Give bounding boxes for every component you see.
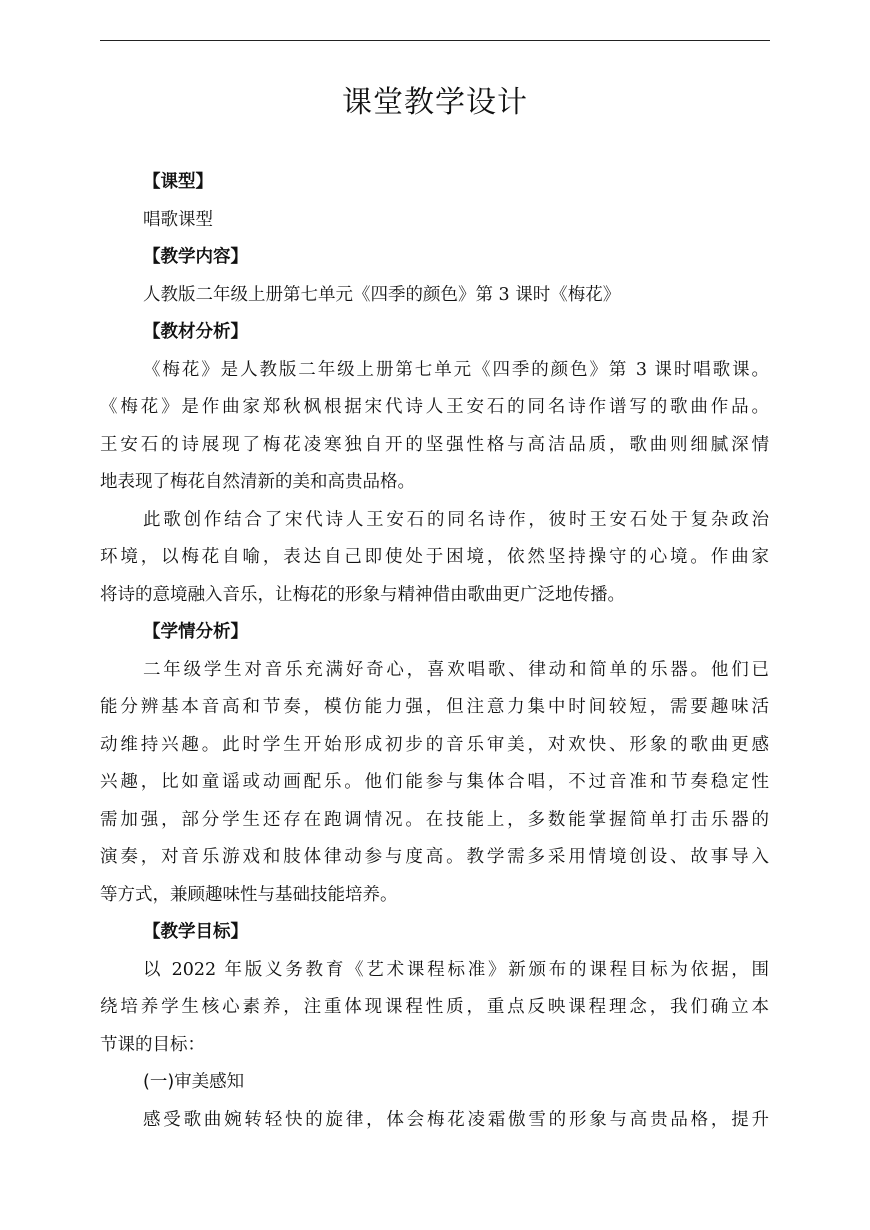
section-heading-content: 【教学内容】 <box>143 247 248 267</box>
learners-p1-line: 兴趣，比如童谣或动画配乐。他们能参与集体合唱，不过音准和节奏稳定性 <box>100 772 769 792</box>
content-text: 人教版二年级上册第七单元《四季的颜色》第 3 课时《梅花》 <box>143 284 621 305</box>
section-heading-goals: 【教学目标】 <box>143 922 248 942</box>
learners-p1-line: 二年级学生对音乐充满好奇心，喜欢唱歌、律动和简单的乐器。他们已 <box>143 659 769 680</box>
analysis-p2-line: 环境，以梅花自喻，表达自己即使处于困境，依然坚持操守的心境。作曲家 <box>100 547 769 567</box>
page-title: 课堂教学设计 <box>342 85 528 120</box>
learners-p1-line: 能分辨基本音高和节奏，模仿能力强，但注意力集中时间较短，需要趣味活 <box>100 697 769 717</box>
document-body <box>100 164 769 1139</box>
analysis-p2-line: 将诗的意境融入音乐，让梅花的形象与精神借由歌曲更广泛地传播。 <box>100 584 625 605</box>
analysis-p1-line: 《梅花》是人教版二年级上册第七单元《四季的颜色》第 3 课时唱歌课。 <box>143 359 769 380</box>
goals-p1-line: 以 2022 年版义务教育《艺术课程标准》新颁布的课程目标为依据，围 <box>143 959 769 980</box>
goals-p1-line: 绕培养学生核心素养，注重体现课程性质，重点反映课程理念，我们确立本 <box>100 997 769 1017</box>
header-rule <box>100 40 770 41</box>
learners-p1-line: 等方式，兼顾趣味性与基础技能培养。 <box>100 884 398 905</box>
section-heading-learners: 【学情分析】 <box>143 622 248 642</box>
lesson-type-text: 唱歌课型 <box>143 209 213 230</box>
goals-sub1-line: 感受歌曲婉转轻快的旋律，体会梅花凌霜傲雪的形象与高贵品格，提升 <box>143 1109 769 1130</box>
analysis-p1-line: 地表现了梅花自然清新的美和高贵品格。 <box>100 472 415 492</box>
learners-p1-line: 动维持兴趣。此时学生开始形成初步的音乐审美，对欢快、形象的歌曲更感 <box>100 734 769 755</box>
learners-p1-line: 需加强，部分学生还存在跑调情况。在技能上，多数能掌握简单打击乐器的 <box>100 809 769 830</box>
section-heading-analysis: 【教材分析】 <box>143 322 248 342</box>
learners-p1-line: 演奏，对音乐游戏和肢体律动参与度高。教学需多采用情境创设、故事导入 <box>100 847 769 867</box>
analysis-p1-line: 《梅花》是作曲家郑秋枫根据宋代诗人王安石的同名诗作谱写的歌曲作品。 <box>100 397 769 417</box>
section-heading-lesson-type: 【课型】 <box>143 172 213 192</box>
analysis-p1-line: 王安石的诗展现了梅花凌寒独自开的坚强性格与高洁品质，歌曲则细腻深情 <box>100 434 769 455</box>
goals-subheading-aesthetic: (一)审美感知 <box>143 1072 245 1092</box>
analysis-p2-line: 此歌创作结合了宋代诗人王安石的同名诗作，彼时王安石处于复杂政治 <box>143 509 769 530</box>
goals-p1-line: 节课的目标： <box>100 1034 205 1055</box>
